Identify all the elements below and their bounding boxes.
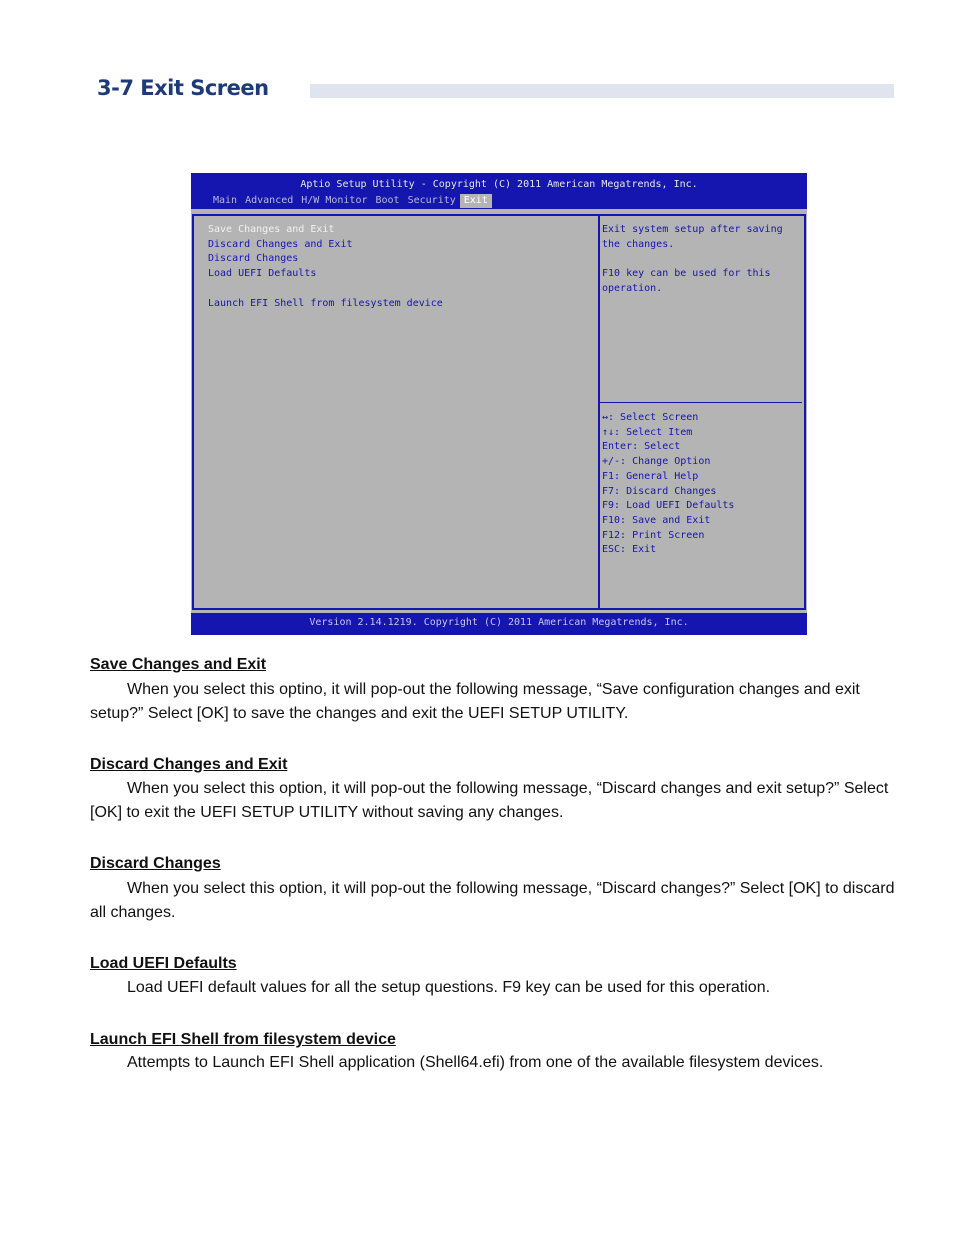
bios-tab-exit: Exit [460,194,492,208]
heading-load-uefi-defaults: Load UEFI Defaults [90,955,237,972]
bios-vertical-divider [598,214,600,608]
bios-help-text [602,223,797,311]
bios-menu-launch-efi-shell: Launch EFI Shell from filesystem device [208,297,443,309]
para-load-uefi-defaults: Load UEFI default values for all the setup questions. F9 key can be used for this operation. [127,979,771,996]
bios-menu-save-changes-and-exit: Save Changes and Exit [208,224,335,235]
heading-save-changes-and-exit: Save Changes and Exit [90,656,267,673]
heading-discard-changes: Discard Changes [90,855,221,872]
para-discard-changes: When you select this option, it will pop-out the following message, “Discard changes?” Select [OK] to discard all changes. [90,880,895,921]
bios-key-esc-exit: ESC: Exit [602,544,657,556]
bios-help-line-2: F10 key can be used for this operation. [602,268,771,294]
bios-tab-bar [209,194,492,208]
bios-tab-boot: Boot [375,195,400,206]
heading-discard-changes-and-exit: Discard Changes and Exit [90,756,288,773]
bios-key-load-defaults: F9: Load UEFI Defaults [602,500,735,512]
bios-tab-main: Main [213,195,238,206]
bios-menu [208,223,443,311]
bios-footer: Version 2.14.1219. Copyright (C) 2011 American Megatrends, Inc. [191,613,807,635]
bios-key-print-screen: F12: Print Screen [602,529,705,541]
bios-tab-advanced: Advanced [245,195,294,206]
bios-key-select-screen: ↔: Select Screen [602,412,699,423]
bios-key-save-and-exit: F10: Save and Exit [602,514,711,526]
bios-screenshot [191,173,807,635]
bios-key-discard-changes: F7: Discard Changes [602,485,717,497]
bios-help-divider [600,402,802,403]
bios-title: Aptio Setup Utility - Copyright (C) 2011 American Megatrends, Inc. [300,179,698,190]
para-launch-efi-shell: Attempts to Launch EFI Shell application (Shell64.efi) from one of the available filesystem devices. [127,1054,824,1071]
heading-launch-efi-shell: Launch EFI Shell from filesystem device [90,1031,396,1048]
bios-menu-load-uefi-defaults: Load UEFI Defaults [208,268,317,280]
bios-help-line-1: Exit system setup after saving the changes. [602,224,783,250]
para-discard-changes-and-exit: When you select this option, it will pop-out the following message, “Discard changes and exit setup?” Select [OK] to exit the UEFI SETUP UTILITY without saving any changes. [90,780,889,821]
bios-menu-discard-changes-and-exit: Discard Changes and Exit [208,238,353,250]
bios-key-enter: Enter: Select [602,441,681,453]
para-save-changes-and-exit: When you select this optino, it will pop-out the following message, “Save configuration changes and exit setup?” Select [OK] to save the changes and exit the UEFI SETUP UTILITY. [90,681,860,722]
bios-menu-discard-changes: Discard Changes [208,253,299,265]
bios-header [191,173,807,209]
bios-key-change-option: +/-: Change Option [602,456,711,468]
title-rule-bar [310,84,894,98]
bios-key-select-item: ↑↓: Select Item [602,426,693,438]
section-title: 3-7 Exit Screen [97,76,269,100]
bios-key-legend [602,411,734,558]
bios-tab-hw-monitor: H/W Monitor [301,195,368,206]
bios-key-general-help: F1: General Help [602,470,699,482]
bios-tab-security: Security [407,195,456,206]
